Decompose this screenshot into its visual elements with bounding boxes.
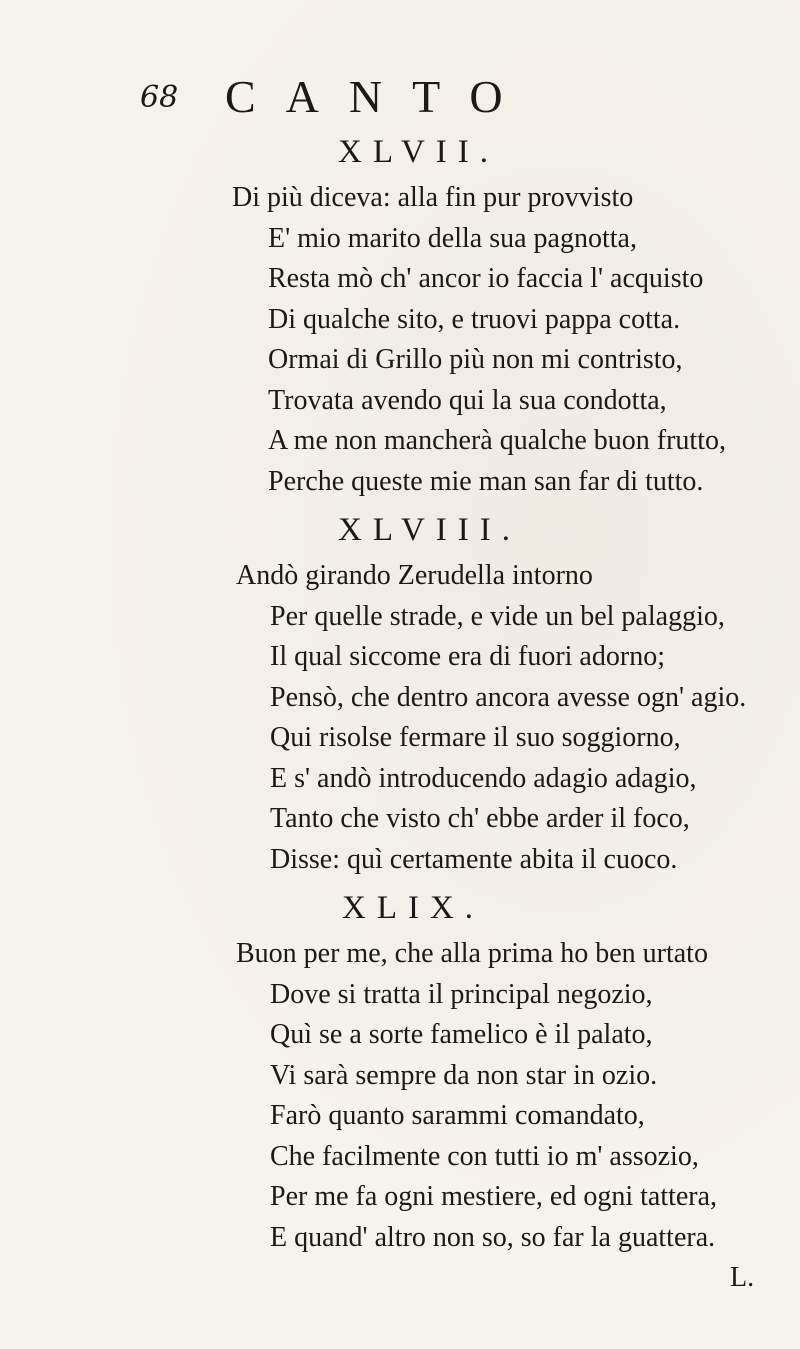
verse-line: Quì se a sorte famelico è il palato, xyxy=(270,1019,653,1050)
page-number: 68 xyxy=(140,80,179,115)
verse-line: Buon per me, che alla prima ho ben urtato xyxy=(236,938,708,969)
verse-line: E s' andò introducendo adagio adagio, xyxy=(270,762,697,794)
verse-line: Qui risolse fermare il suo soggiorno, xyxy=(270,722,681,753)
verse-line: Farò quanto sarammi comandato, xyxy=(270,1100,645,1131)
verse-line: Disse: quì certamente abita il cuoco. xyxy=(270,843,678,875)
stanza-number: XLVIII. xyxy=(338,512,522,548)
verse-line: Pensò, che dentro ancora avesse ogn' agio. xyxy=(270,681,747,713)
verse-line: Vi sarà sempre da non star in ozio. xyxy=(270,1059,658,1091)
verse-line: Di qualche sito, e truovi pappa cotta. xyxy=(268,303,681,335)
verse-line: Di più diceva: alla fin pur provvisto xyxy=(232,182,634,213)
stanza-number: XLIX. xyxy=(342,890,485,926)
verse-line: Perche queste mie man san far di tutto. xyxy=(268,465,704,497)
verse-line: A me non mancherà qualche buon frutto, xyxy=(268,425,726,456)
verse-line: E quand' altro non so, so far la guattera. xyxy=(270,1221,716,1253)
verse-line: Tanto che visto ch' ebbe arder il foco, xyxy=(270,803,690,834)
page-header xyxy=(140,70,660,130)
verse-line: Resta mò ch' ancor io faccia l' acquisto xyxy=(268,263,704,294)
catchword: L. xyxy=(730,1262,755,1293)
verse-line: Andò girando Zerudella intorno xyxy=(236,560,593,591)
stanza-number: XLVII. xyxy=(338,134,500,170)
verse-line: Che facilmente con tutti io m' assozio, xyxy=(270,1140,699,1172)
verse-line: Dove si tratta il principal negozio, xyxy=(270,978,653,1010)
verse-line: Per quelle strade, e vide un bel palaggio, xyxy=(270,600,725,632)
verse-line: Per me fa ogni mestiere, ed ogni tattera, xyxy=(270,1181,718,1212)
running-title: CANTO xyxy=(225,71,533,122)
verse-line: Il qual siccome era di fuori adorno; xyxy=(270,641,665,672)
verse-line: Ormai di Grillo più non mi contristo, xyxy=(268,344,683,375)
verse-line: Trovata avendo qui la sua condotta, xyxy=(268,384,667,416)
verse-line: E' mio marito della sua pagnotta, xyxy=(268,222,637,254)
